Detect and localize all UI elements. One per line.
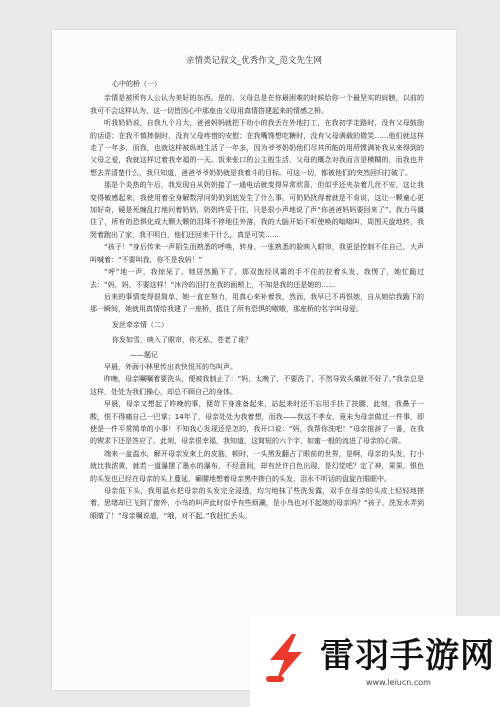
paragraph: 那是个炎热的午后，我发现自从奶奶接了一通电话就变得异常欣喜，但似乎还夹杂着几丝不安，这让我变得敏感起来，我使用着全身解数浮问奶奶到底发生了什么事，可奶奶扰得着就是不肯说，这让一颗童心更加好奇，硬是死缠乱打地问着奶奶，奶奶终妥于住，只是很小声地说了声“你爸爸妈妈要回来了”。我力马僵住了，所有的恐惧化成大颗大颗的泪珠不停地往外落，我的大脑开始不听使唤的嗡嗡叫，周围天旋地转，我哭着跑出了家，我不明白，他们还回来干什么。真是可笑……: [90, 181, 424, 239]
paragraph: 昨晚，母亲嘱嘱着要洗头，便被我制止了：“妈，太晚了，不要洗了，不然导致头痛就不好了。”我亲总是这样，处处为我们操心，却总不顾自己的身体。: [90, 375, 424, 396]
section-heading-1: 心中的桥（一）: [112, 80, 161, 88]
poem-line: 你发如雪，映入了眼帘，你无私，苍老了谁？: [112, 336, 252, 345]
site-url: www.leiucn.com: [366, 678, 431, 687]
paragraph: “孩子！”身后传来一声陌生而熟悉的呼唤，转身，一张熟悉的脸映入眼帘，我更是控制不住自己，大声叫喊着：“不要叫我，你不是我妈！”: [90, 243, 424, 264]
paragraph: 端来一盆温水，解开母亲发束上的皮筋，顿时，一头黑发翻占了眼前的世界，是啊，母亲的头发，打小就比我浓黄，就若一道瀑摆了墨水的瀑布，不经意间，却有丝许白色出现，是幻觉吧？定了神，果果，银色的头发也已经在母亲的头上蔓延，癞腰地想着母亲黑中掺白的头发，泪水不听话的盘旋在眼眶中。: [90, 449, 424, 483]
document-body: [52, 78, 456, 522]
section-heading-2: 发丝牵亲情（二）: [112, 320, 168, 329]
document-title: 亲情类记叙文_优秀作文_范文先生网: [185, 56, 322, 66]
paragraph: “呼”地一声，我惊呆了。她居然跪下了，那双饱经风霜的手不住的拉着头发，我愣了，她忙跪过去：“妈，妈，不要这样！”沐冷的泪打在我的面颊上，不知是我的还是她的……: [90, 268, 424, 289]
document-page: [52, 30, 456, 690]
epigraph-label: ——题记: [130, 350, 158, 359]
paragraph: 听我奶奶说，自我九个月大，爸爸妈妈就把下幼小的我丢在外地打工，在我初学走路时，没有父母鼓励的话语；在我不慎摔倒时，没有父母疼惜的安慰；在我嘴馋想吃糖时，没有父母满载的微笑……他们就这样走了一年多，而我，也就这样被纵地生活了一年多，因为爷爷奶奶他们尽其所能的用所惯满补我从来得到的父母之爱，我就这样过着我幸福的一天。饭来张口的公主般生活，父母的概念对我而言是模糊的，而我也并想去弄清楚什么，我只知道，爸爸爷爷奶奶就是我着斗的目标。可这一切，都被他们的突然回归打破了。: [90, 119, 424, 177]
site-watermark: [250, 616, 500, 707]
paragraph: 亲情是被所有人公认为美好的东西。是的，父母总是在你最困难的时候给你一个最坚实的肩膀，以前的我可不会这样认为，这一切皆因心中那座由父母用真情搭建起来的情感之桥。: [90, 94, 424, 115]
paragraph: 早晨，外面小林里传出欢快悦耳的鸟叫声。: [104, 362, 237, 371]
paragraph: 后来的事情变得很简单，她一直在努力，用真心来补着我，然而，我早已不再恨她，自从她给我跪下的那一瞬间，她就用真情给我建了一座桥，抵住了所有恐惧的嗷嗷，那座桥的名字叫母爱。: [90, 292, 424, 314]
paragraph: 母亲低下头，我用温水把母亲的头发完全浸透，均匀地抹了些洗发露，双手在母亲的头皮上轻轻地搓着，思绪却已飞到了窗外，小鸟的叫声此时似乎有些烦涮，是小鸟也对不起她的母亲吗？“孩子，洗发水弄到眼睛了！”母亲嘱说道，“哦，对不起。”我赶忙丢头。: [90, 487, 424, 520]
site-name: 雷羽手游网: [320, 636, 495, 676]
paragraph: 早晨，母亲又想起了昨晚的事，便苛下身准备起来，站起来时还不忘用手扶了扶腰，此刻，我鼻子一酸，恨不得痛自己一巴掌；14年了，母亲处处为我着想，而我——我这不孝女，竟未为母亲做过一件事，即使是一件平常简单的小事！不知我心发现还是怎的，我开口说：“妈，我帮你洗吧！”母亲推辞了一番，在我的锲求下还是答应了。此刻，母亲很幸福，我知道，这简短的六个字，如蜜一般的流进了母亲的心窝。: [90, 400, 424, 446]
site-logo-icon: [262, 632, 310, 684]
